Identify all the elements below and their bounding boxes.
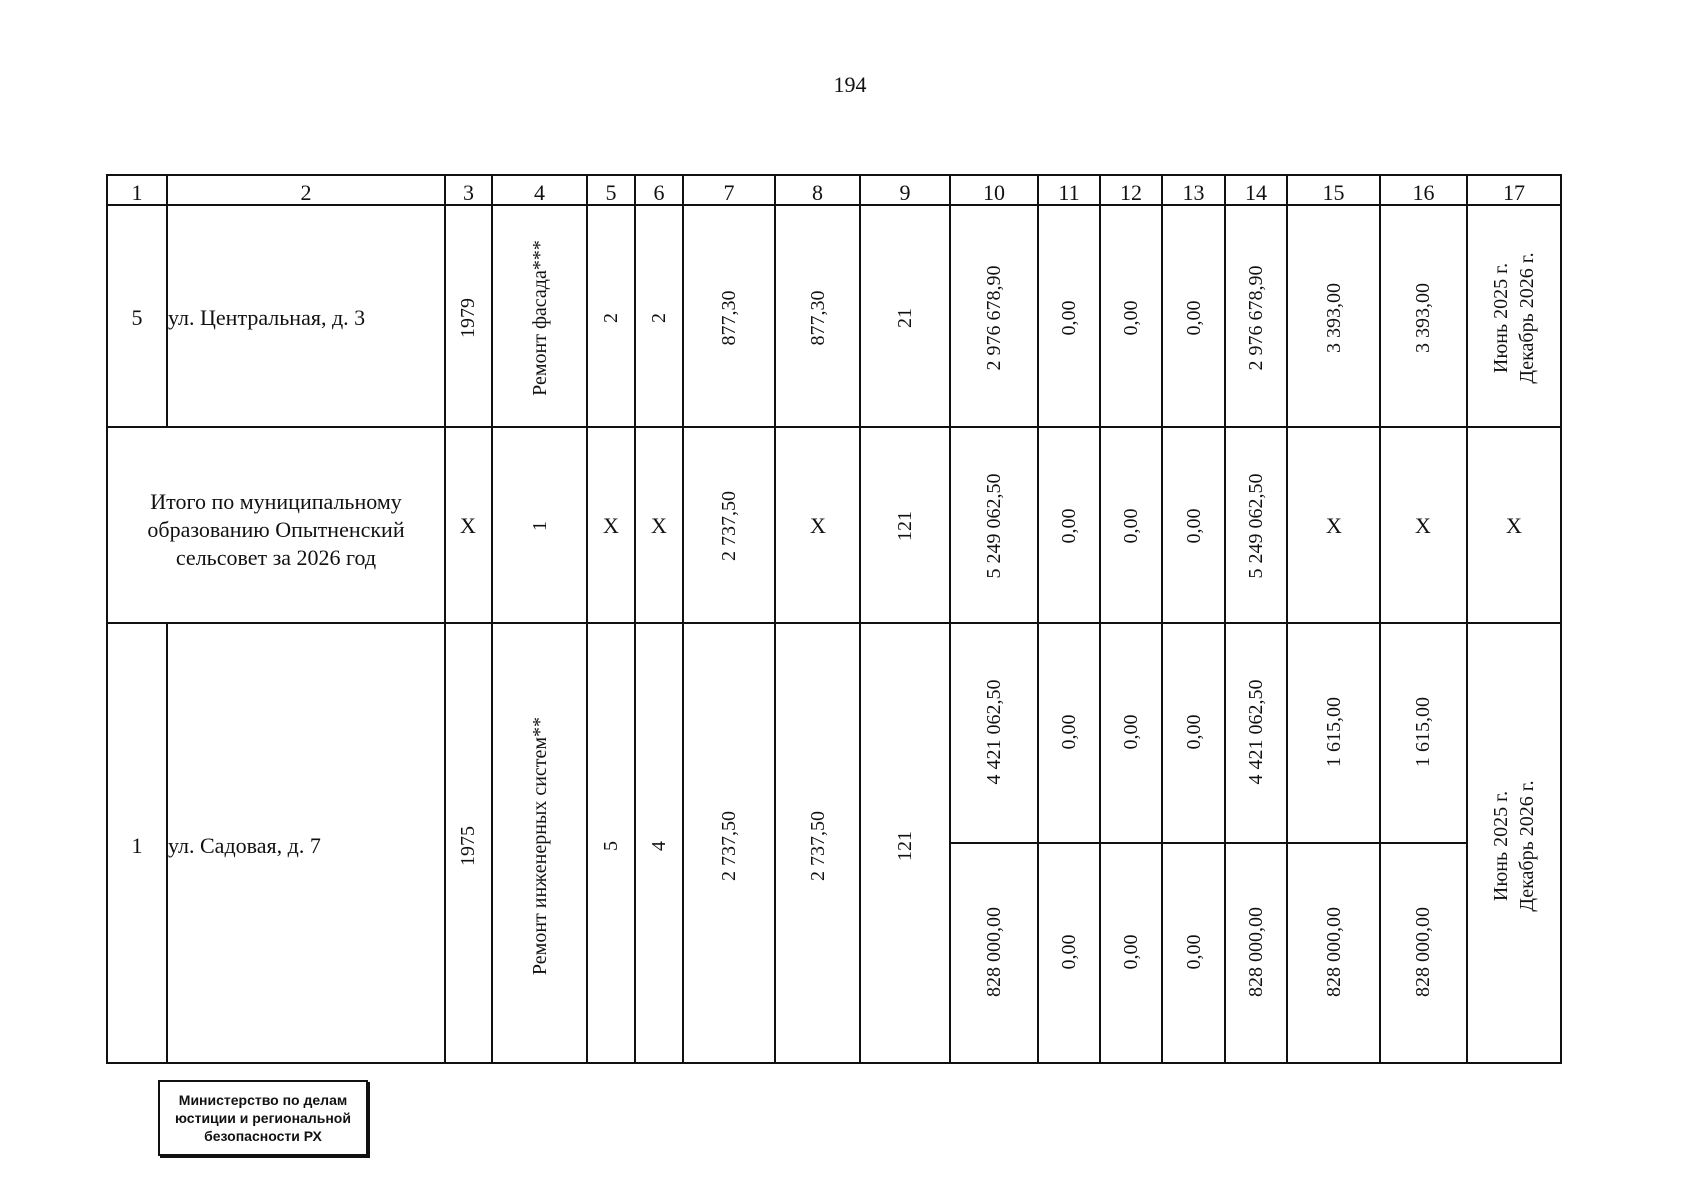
col-header: 15	[1322, 180, 1345, 205]
cell-col9: 21	[894, 308, 916, 328]
col-header: 5	[605, 180, 617, 205]
cell-col6: 2	[648, 313, 670, 323]
table-border-right	[1560, 174, 1562, 1064]
cell-col16-upper: 1 615,00	[1412, 697, 1434, 767]
page-number: 194	[833, 72, 867, 97]
col-divider	[1379, 174, 1381, 1064]
cell-col4: 1	[529, 521, 551, 531]
cell-col9: 121	[894, 511, 916, 541]
cell-col13-upper: 0,00	[1183, 714, 1205, 750]
col-header: 7	[723, 180, 735, 205]
cell-col7: 2 737,50	[718, 491, 740, 561]
col-header: 9	[899, 180, 911, 205]
cell-col7: 877,30	[718, 290, 740, 346]
col-header: 14	[1245, 180, 1267, 205]
cell-col6: 4	[648, 841, 670, 851]
col-divider	[634, 174, 636, 1064]
col-header: 2	[300, 180, 312, 205]
stamp-line: Министерство по делам	[178, 1092, 348, 1108]
cell-col8: 2 737,50	[807, 811, 829, 881]
col-header: 1	[131, 180, 143, 205]
cell-col7: 2 737,50	[718, 811, 740, 881]
stamp-line: безопасности РХ	[204, 1128, 322, 1144]
col-divider	[1286, 174, 1288, 1064]
period-end: Декабрь 2026 г.	[1516, 252, 1538, 384]
cell-col15: 3 393,00	[1323, 283, 1345, 353]
year-cell: 1979	[457, 298, 479, 338]
cell-col6: Х	[651, 513, 667, 538]
subrow-divider	[950, 842, 1468, 844]
row-number: 1	[131, 833, 143, 858]
cell-col8: 877,30	[807, 290, 829, 346]
table-border-left	[106, 174, 108, 1064]
cell-col12-lower: 0,00	[1120, 934, 1142, 970]
col-header: 8	[812, 180, 823, 205]
cell-col16: Х	[1415, 513, 1431, 538]
work-type-cell: Ремонт фасада***	[529, 240, 551, 396]
col-divider	[682, 174, 684, 1064]
col-header: 16	[1412, 180, 1435, 205]
col-divider	[1161, 174, 1163, 1064]
period-cell	[1488, 252, 1540, 383]
col-divider	[1037, 174, 1039, 1064]
cell-col16: 3 393,00	[1412, 283, 1434, 353]
cell-col13: 0,00	[1183, 508, 1205, 544]
cell-col5: 5	[600, 841, 622, 851]
cell-col10: 2 976 678,90	[983, 265, 1005, 371]
stamp-line: юстиции и региональной	[175, 1110, 351, 1126]
total-label: Итого по муниципальному образованию Опытненский сельсовет за 2026 год	[147, 489, 405, 570]
cell-col12: 0,00	[1120, 508, 1142, 544]
cell-col15-lower: 828 000,00	[1323, 907, 1345, 997]
cell-col5: 2	[600, 313, 622, 323]
ministry-stamp	[158, 1080, 368, 1156]
row-divider	[106, 426, 1562, 428]
cell-col13-lower: 0,00	[1183, 934, 1205, 970]
col-header: 12	[1120, 180, 1142, 205]
col-divider	[1224, 174, 1226, 1064]
table-border-bottom	[106, 1062, 1562, 1064]
cell-col17: Х	[1506, 513, 1522, 538]
col-header: 10	[983, 180, 1005, 205]
row-number: 5	[131, 305, 143, 330]
col-divider	[1466, 174, 1468, 1064]
period-start: Июнь 2025 г.	[1490, 262, 1512, 374]
col-header: 17	[1503, 180, 1525, 205]
cell-col5: Х	[603, 513, 619, 538]
cell-col12-upper: 0,00	[1120, 714, 1142, 750]
cell-col11-upper: 0,00	[1058, 714, 1080, 750]
col-divider	[1099, 174, 1101, 1064]
cell-col15: Х	[1326, 513, 1342, 538]
cell-col15-upper: 1 615,00	[1323, 697, 1345, 767]
cell-col10-lower: 828 000,00	[983, 907, 1005, 997]
year-cell: 1975	[457, 826, 479, 866]
col-header: 13	[1182, 180, 1205, 205]
cell-col14: 5 249 062,50	[1245, 473, 1267, 579]
cell-col16-lower: 828 000,00	[1412, 907, 1434, 997]
cell-col11: 0,00	[1058, 508, 1080, 544]
cell-col3: Х	[460, 513, 476, 538]
col-header: 4	[534, 180, 545, 205]
col-header: 3	[463, 180, 474, 205]
address-cell: ул. Центральная, д. 3	[168, 305, 366, 330]
col-header: 11	[1058, 180, 1080, 205]
period-cell	[1488, 780, 1540, 911]
col-divider	[491, 174, 493, 1064]
col-divider	[774, 174, 776, 1064]
col-divider	[949, 174, 951, 1064]
period-start: Июнь 2025 г.	[1490, 790, 1512, 902]
work-type-cell: Ремонт инженерных систем**	[529, 716, 551, 976]
cell-col14-upper: 4 421 062,50	[1245, 679, 1267, 785]
cell-col11: 0,00	[1058, 300, 1080, 336]
row-divider	[106, 622, 1562, 624]
col-divider	[166, 174, 168, 426]
cell-col11-lower: 0,00	[1058, 934, 1080, 970]
cell-col14-lower: 828 000,00	[1245, 907, 1267, 997]
period-end: Декабрь 2026 г.	[1516, 780, 1538, 912]
col-header: 6	[653, 180, 665, 205]
col-divider	[444, 174, 446, 1064]
cell-col13: 0,00	[1183, 300, 1205, 336]
cell-col12: 0,00	[1120, 300, 1142, 336]
col-divider	[586, 174, 588, 1064]
col-divider	[859, 174, 861, 1064]
cell-col10-upper: 4 421 062,50	[983, 679, 1005, 785]
cell-col14: 2 976 678,90	[1245, 265, 1267, 371]
cell-col10: 5 249 062,50	[983, 473, 1005, 579]
cell-col9: 121	[894, 831, 916, 861]
table-border-top	[106, 174, 1562, 176]
cell-col8: Х	[810, 513, 826, 538]
address-cell: ул. Садовая, д. 7	[168, 833, 321, 858]
